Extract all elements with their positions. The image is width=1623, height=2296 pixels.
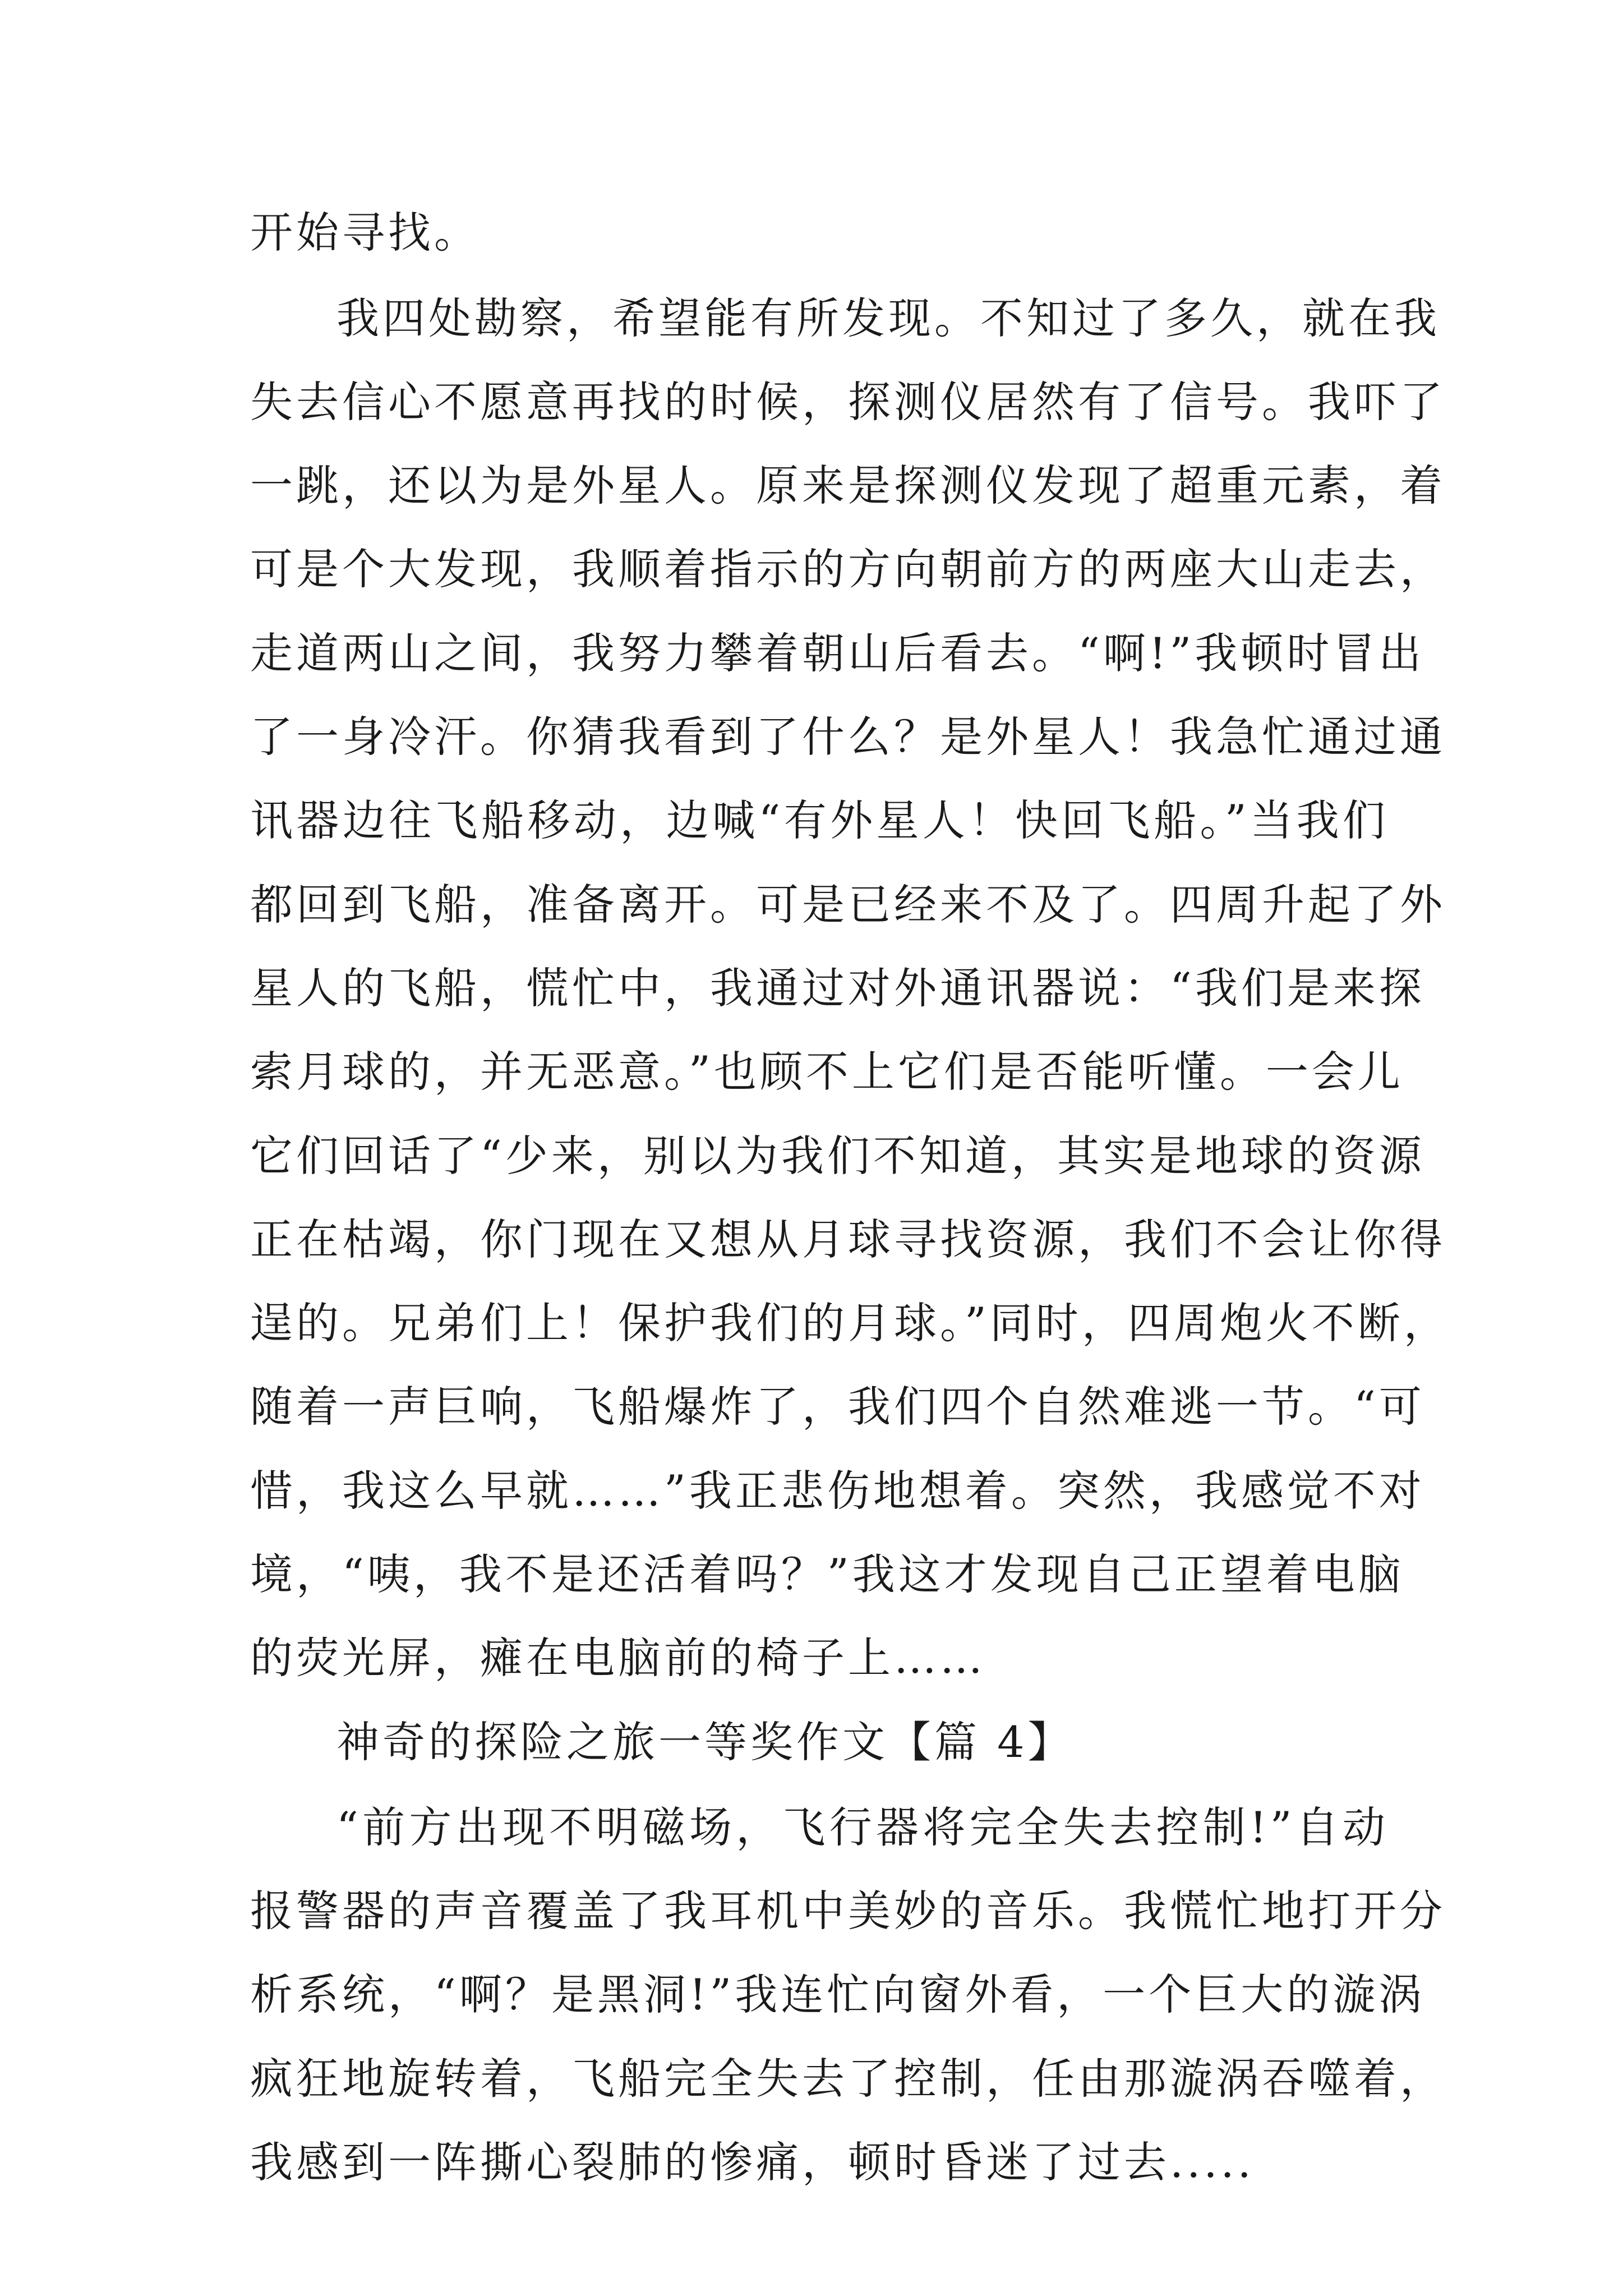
paragraph-line: 失去信心不愿意再找的时候，探测仪居然有了信号。我吓了: [250, 377, 1446, 427]
paragraph-line: 它们回话了“少来，别以为我们不知道，其实是地球的资源: [250, 1131, 1425, 1181]
paragraph-line: 我感到一阵撕心裂肺的惨痛，顿时昏迷了过去.....: [250, 2137, 1255, 2187]
paragraph-line: 星人的飞船，慌忙中，我通过对外通讯器说：“我们是来探: [250, 963, 1425, 1013]
paragraph-line: “前方出现不明磁场，飞行器将完全失去控制!”自动: [336, 1802, 1389, 1852]
paragraph-line: 的荧光屏，瘫在电脑前的椅子上……: [250, 1633, 986, 1683]
paragraph-line: 一跳，还以为是外星人。原来是探测仪发现了超重元素，着: [250, 461, 1446, 510]
paragraph-line: 都回到飞船，准备离开。可是已经来不及了。四周升起了外: [250, 880, 1446, 930]
section-heading: 神奇的探险之旅一等奖作文【篇 4】: [336, 1717, 1074, 1767]
paragraph-line: 讯器边往飞船移动，边喊“有外星人！快回飞船。”当我们: [250, 795, 1389, 845]
paragraph-line: 走道两山之间，我努力攀着朝山后看去。“啊!”我顿时冒出: [250, 628, 1425, 678]
paragraph-line: 逞的。兄弟们上！保护我们的月球。”同时，四周炮火不断，: [250, 1298, 1450, 1348]
paragraph-line: 疯狂地旋转着，飞船完全失去了控制，任由那漩涡吞噬着，: [250, 2054, 1446, 2104]
paragraph-line: 析系统，“啊？是黑洞!”我连忙向窗外看，一个巨大的漩涡: [250, 1970, 1425, 2019]
paragraph-line: 境，“咦，我不是还活着吗？”我这才发现自己正望着电脑: [250, 1549, 1404, 1599]
paragraph-line: 随着一声巨响，飞船爆炸了，我们四个自然难逃一节。“可: [250, 1382, 1425, 1432]
paragraph-line: 惜，我这么早就……”我正悲伤地想着。突然，我感觉不对: [250, 1466, 1425, 1516]
paragraph-line: 我四处勘察，希望能有所发现。不知过了多久，就在我: [336, 293, 1440, 343]
paragraph-line: 开始寻找。: [250, 208, 480, 257]
paragraph-line: 报警器的声音覆盖了我耳机中美妙的音乐。我慌忙地打开分: [250, 1886, 1446, 1936]
paragraph-line: 正在枯竭，你门现在又想从月球寻找资源，我们不会让你得: [250, 1214, 1446, 1264]
paragraph-line: 索月球的，并无恶意。”也顾不上它们是否能听懂。一会儿: [250, 1047, 1404, 1097]
paragraph-line: 了一身冷汗。你猜我看到了什么？是外星人！我急忙通过通: [250, 712, 1446, 762]
paragraph-line: 可是个大发现，我顺着指示的方向朝前方的两座大山走去，: [250, 544, 1446, 594]
